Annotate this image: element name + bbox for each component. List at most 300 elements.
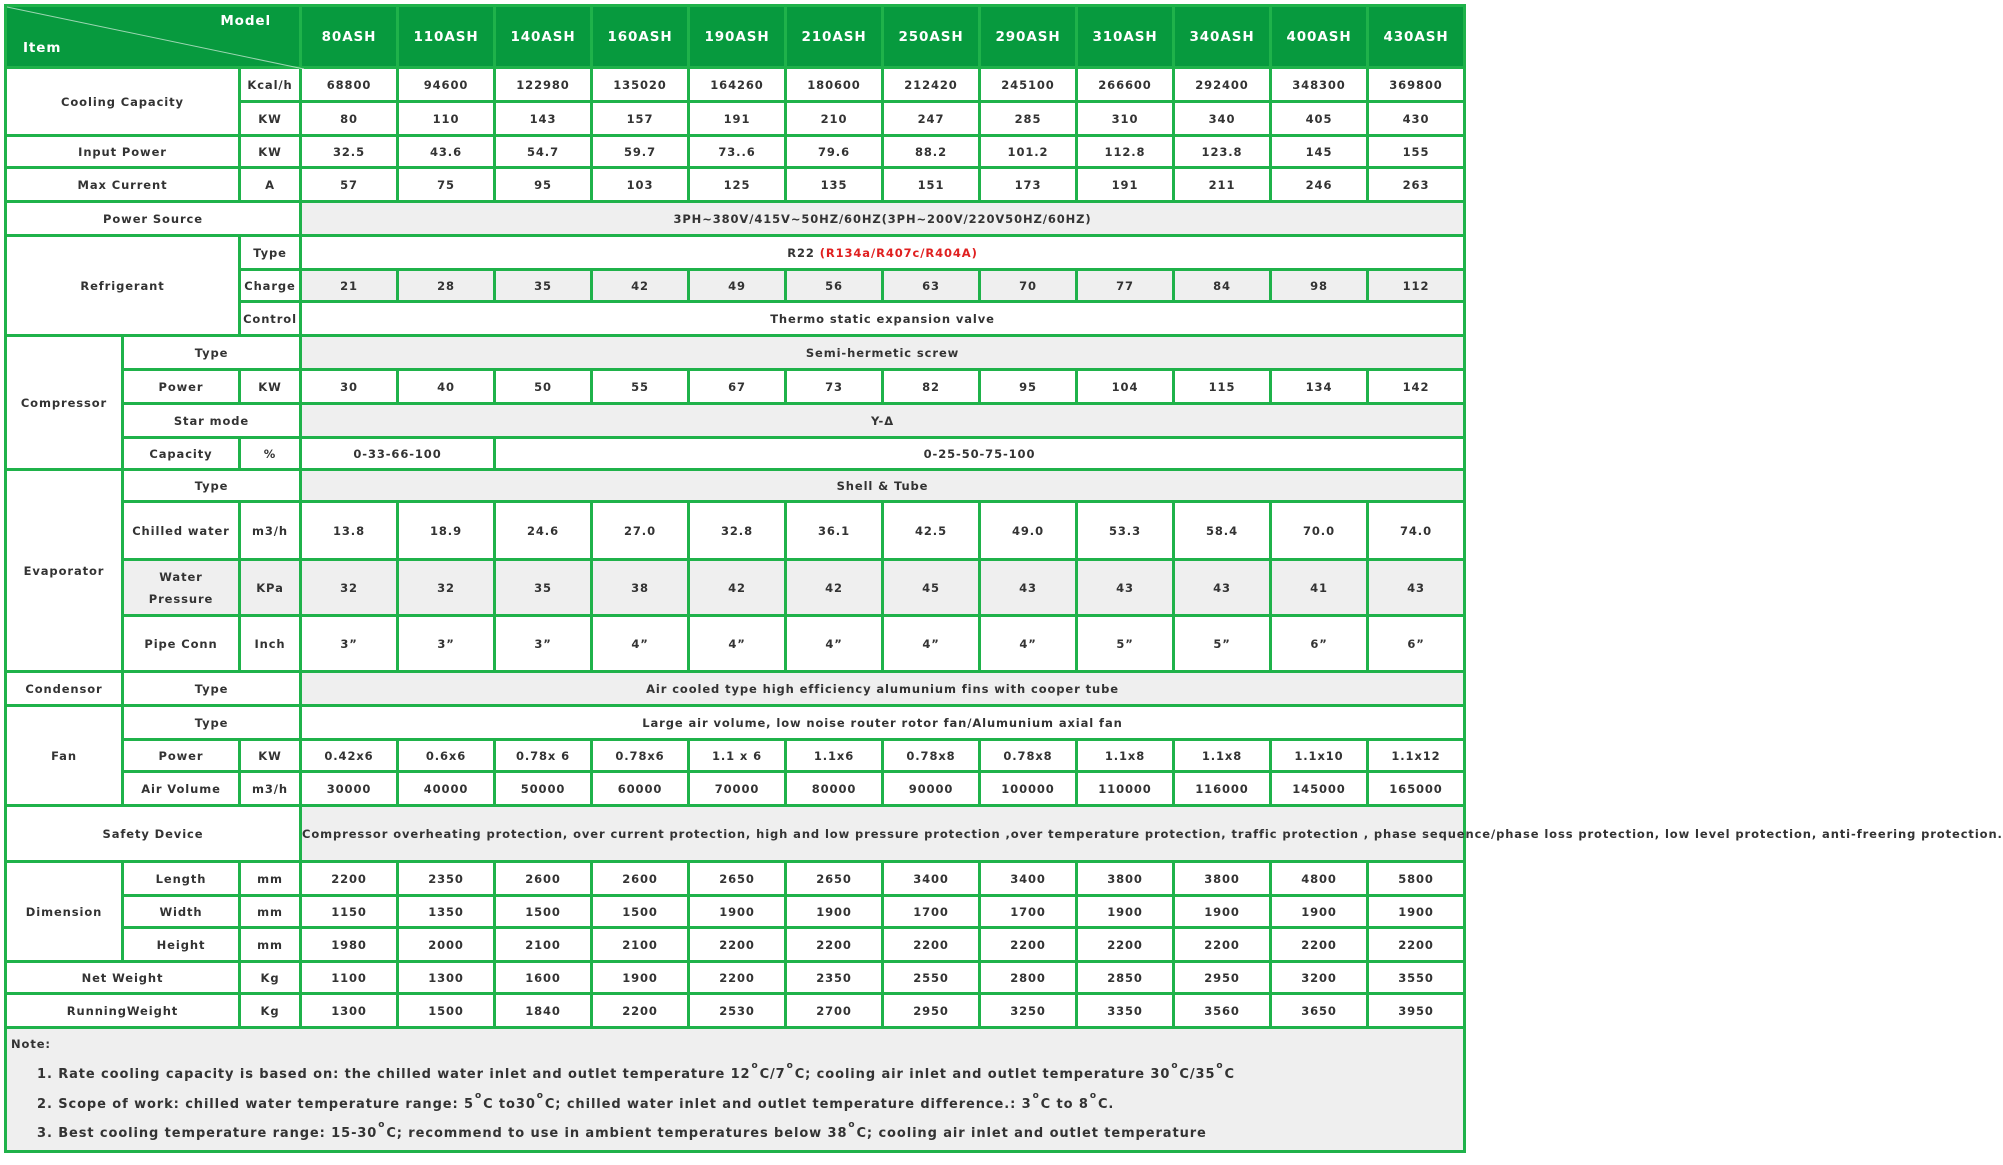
value-cell: 3800 bbox=[1077, 862, 1174, 896]
sub-label: Width bbox=[123, 896, 240, 928]
value-cell: 1500 bbox=[592, 896, 689, 928]
span-value: Thermo static expansion valve bbox=[301, 302, 1465, 336]
span-value: Y-Δ bbox=[301, 404, 1465, 438]
note-1 bbox=[37, 1061, 1235, 1082]
value-cell: 70 bbox=[980, 270, 1077, 302]
value-cell: 123.8 bbox=[1174, 136, 1271, 168]
value-cell: 70000 bbox=[689, 772, 786, 806]
unit-cell: KW bbox=[240, 136, 301, 168]
value-cell: 32.8 bbox=[689, 502, 786, 560]
model-header: 110ASH bbox=[398, 6, 495, 68]
value-cell: 310 bbox=[1077, 102, 1174, 136]
value-cell: 53.3 bbox=[1077, 502, 1174, 560]
row-chilled-water bbox=[6, 502, 1465, 560]
value-cell: 38 bbox=[592, 560, 689, 616]
value-cell: 145 bbox=[1271, 136, 1368, 168]
value-cell: 54.7 bbox=[495, 136, 592, 168]
degree-mark: o bbox=[786, 1061, 794, 1071]
value-cell: 1700 bbox=[883, 896, 980, 928]
value-cell: 100000 bbox=[980, 772, 1077, 806]
value-cell: 24.6 bbox=[495, 502, 592, 560]
value-cell: 1900 bbox=[592, 962, 689, 994]
value-cell: 40 bbox=[398, 370, 495, 404]
value-cell: 35 bbox=[495, 560, 592, 616]
value-cell: 80 bbox=[301, 102, 398, 136]
value-cell: 164260 bbox=[689, 68, 786, 102]
row-label: Cooling Capacity bbox=[6, 68, 240, 136]
value-cell: 245100 bbox=[980, 68, 1077, 102]
value-cell: 2200 bbox=[1174, 928, 1271, 962]
row-pipe-conn bbox=[6, 616, 1465, 672]
value-cell: 70.0 bbox=[1271, 502, 1368, 560]
sub-label: Type bbox=[123, 672, 301, 706]
row-cooling-kcal bbox=[6, 68, 1465, 102]
value-cell: 36.1 bbox=[786, 502, 883, 560]
value-cell: 5800 bbox=[1368, 862, 1465, 896]
span-value bbox=[301, 236, 1465, 270]
span-value: Large air volume, low noise router rotor fan/Alumunium axial fan bbox=[301, 706, 1465, 740]
value-cell: 2600 bbox=[495, 862, 592, 896]
value-cell: 2530 bbox=[689, 994, 786, 1028]
row-compressor-power bbox=[6, 370, 1465, 404]
unit-cell: Kg bbox=[240, 962, 301, 994]
row-label: Condensor bbox=[6, 672, 123, 706]
value-cell: 1.1x8 bbox=[1077, 740, 1174, 772]
value-cell: 104 bbox=[1077, 370, 1174, 404]
value-cell: 4” bbox=[592, 616, 689, 672]
value-cell: 101.2 bbox=[980, 136, 1077, 168]
value-cell: 2200 bbox=[1368, 928, 1465, 962]
value-cell: 210 bbox=[786, 102, 883, 136]
value-cell: 173 bbox=[980, 168, 1077, 202]
value-cell: 2650 bbox=[689, 862, 786, 896]
row-evaporator-type bbox=[6, 470, 1465, 502]
value-cell: 59.7 bbox=[592, 136, 689, 168]
sub-label: Type bbox=[123, 336, 301, 370]
row-running-weight bbox=[6, 994, 1465, 1028]
unit-cell: m3/h bbox=[240, 502, 301, 560]
value-cell: 0.78x 6 bbox=[495, 740, 592, 772]
value-cell: 4” bbox=[883, 616, 980, 672]
notes-cell bbox=[6, 1028, 1465, 1152]
value-cell: 1840 bbox=[495, 994, 592, 1028]
model-header: 430ASH bbox=[1368, 6, 1465, 68]
value-cell: 292400 bbox=[1174, 68, 1271, 102]
value-cell: 155 bbox=[1368, 136, 1465, 168]
row-max-current bbox=[6, 168, 1465, 202]
value-cell: 0.78x8 bbox=[883, 740, 980, 772]
value-cell: 42 bbox=[592, 270, 689, 302]
value-cell: 3800 bbox=[1174, 862, 1271, 896]
value-cell: 0.42x6 bbox=[301, 740, 398, 772]
value-cell: 211 bbox=[1174, 168, 1271, 202]
value-cell: 42.5 bbox=[883, 502, 980, 560]
note-text: C; recommend to use in ambient temperatures below 38 bbox=[386, 1126, 848, 1141]
note-text: 2. Scope of work: chilled water temperature range: 5 bbox=[37, 1097, 474, 1112]
value-cell: 247 bbox=[883, 102, 980, 136]
value-cell: 103 bbox=[592, 168, 689, 202]
value-cell: 110000 bbox=[1077, 772, 1174, 806]
sub-label: Power bbox=[123, 740, 240, 772]
value-cell: 405 bbox=[1271, 102, 1368, 136]
value-cell: 67 bbox=[689, 370, 786, 404]
note-text: C; chilled water inlet and outlet temperature difference.: 3 bbox=[544, 1097, 1032, 1112]
note-2 bbox=[37, 1091, 1115, 1112]
value-cell: 43.6 bbox=[398, 136, 495, 168]
value-cell: 75 bbox=[398, 168, 495, 202]
unit-cell: KW bbox=[240, 102, 301, 136]
sub-label: Pipe Conn bbox=[123, 616, 240, 672]
degree-mark: o bbox=[378, 1120, 386, 1130]
row-compressor-type bbox=[6, 336, 1465, 370]
value-cell: 1900 bbox=[786, 896, 883, 928]
unit-cell: mm bbox=[240, 862, 301, 896]
sub-label bbox=[123, 560, 240, 616]
row-fan-type bbox=[6, 706, 1465, 740]
value-cell: 35 bbox=[495, 270, 592, 302]
value-cell: 3350 bbox=[1077, 994, 1174, 1028]
value-cell: 1900 bbox=[1174, 896, 1271, 928]
value-cell: 32.5 bbox=[301, 136, 398, 168]
model-header: 190ASH bbox=[689, 6, 786, 68]
model-header: 250ASH bbox=[883, 6, 980, 68]
value-cell: 30 bbox=[301, 370, 398, 404]
value-cell: 369800 bbox=[1368, 68, 1465, 102]
value-cell: 2800 bbox=[980, 962, 1077, 994]
note-text: 1. Rate cooling capacity is based on: the chilled water inlet and outlet temperature 12 bbox=[37, 1067, 751, 1082]
sub-label-line: Water bbox=[159, 569, 203, 584]
value-cell: 3250 bbox=[980, 994, 1077, 1028]
model-label: Model bbox=[220, 13, 271, 29]
note-text: C/35 bbox=[1179, 1067, 1216, 1082]
span-value: 0-25-50-75-100 bbox=[495, 438, 1465, 470]
value-cell: 30000 bbox=[301, 772, 398, 806]
row-label: Evaporator bbox=[6, 470, 123, 672]
item-label: Item bbox=[23, 40, 62, 56]
row-label: Power Source bbox=[6, 202, 301, 236]
degree-mark: o bbox=[536, 1091, 544, 1101]
value-cell: 0.78x8 bbox=[980, 740, 1077, 772]
value-cell: 191 bbox=[689, 102, 786, 136]
value-cell: 60000 bbox=[592, 772, 689, 806]
row-label: Input Power bbox=[6, 136, 240, 168]
value-cell: 49.0 bbox=[980, 502, 1077, 560]
value-cell: 68800 bbox=[301, 68, 398, 102]
sub-label: Length bbox=[123, 862, 240, 896]
value-cell: 1900 bbox=[1271, 896, 1368, 928]
value-cell: 151 bbox=[883, 168, 980, 202]
row-compressor-star bbox=[6, 404, 1465, 438]
value-cell: 32 bbox=[398, 560, 495, 616]
value-cell: 79.6 bbox=[786, 136, 883, 168]
value-cell: 430 bbox=[1368, 102, 1465, 136]
value-cell: 115 bbox=[1174, 370, 1271, 404]
header-row bbox=[6, 6, 1465, 68]
value-cell: 116000 bbox=[1174, 772, 1271, 806]
value-cell: 348300 bbox=[1271, 68, 1368, 102]
row-label: Safety Device bbox=[6, 806, 301, 862]
value-cell: 98 bbox=[1271, 270, 1368, 302]
value-cell: 2200 bbox=[786, 928, 883, 962]
value-cell: 50 bbox=[495, 370, 592, 404]
row-label: Dimension bbox=[6, 862, 123, 962]
value-cell: 18.9 bbox=[398, 502, 495, 560]
value-cell: 43 bbox=[1174, 560, 1271, 616]
value-cell: 57 bbox=[301, 168, 398, 202]
value-cell: 0.78x6 bbox=[592, 740, 689, 772]
row-fan-air-volume bbox=[6, 772, 1465, 806]
value-cell: 1150 bbox=[301, 896, 398, 928]
value-cell: 135 bbox=[786, 168, 883, 202]
degree-mark: o bbox=[751, 1061, 759, 1071]
value-cell: 95 bbox=[980, 370, 1077, 404]
value-cell: 263 bbox=[1368, 168, 1465, 202]
unit-cell: KW bbox=[240, 740, 301, 772]
value-cell: 2100 bbox=[592, 928, 689, 962]
value-cell: 110 bbox=[398, 102, 495, 136]
unit-cell: A bbox=[240, 168, 301, 202]
model-header: 140ASH bbox=[495, 6, 592, 68]
note-text: C. bbox=[1097, 1097, 1115, 1112]
value-cell: 2350 bbox=[786, 962, 883, 994]
value-cell: 1.1x8 bbox=[1174, 740, 1271, 772]
value-cell: 180600 bbox=[786, 68, 883, 102]
value-cell: 142 bbox=[1368, 370, 1465, 404]
unit-cell: Inch bbox=[240, 616, 301, 672]
value-cell: 1350 bbox=[398, 896, 495, 928]
sub-label: Control bbox=[240, 302, 301, 336]
degree-mark: o bbox=[1032, 1091, 1040, 1101]
model-header: 290ASH bbox=[980, 6, 1077, 68]
note-text: C; cooling air inlet and outlet temperature bbox=[856, 1126, 1207, 1141]
value-cell: 2950 bbox=[883, 994, 980, 1028]
value-cell: 3200 bbox=[1271, 962, 1368, 994]
note-text: C; cooling air inlet and outlet temperature 30 bbox=[794, 1067, 1171, 1082]
value-cell: 122980 bbox=[495, 68, 592, 102]
value-cell: 157 bbox=[592, 102, 689, 136]
sub-label: Power bbox=[123, 370, 240, 404]
value-cell: 45 bbox=[883, 560, 980, 616]
value-cell: 143 bbox=[495, 102, 592, 136]
note-text: C/7 bbox=[759, 1067, 786, 1082]
value-cell: 1900 bbox=[1077, 896, 1174, 928]
value-cell: 3400 bbox=[980, 862, 1077, 896]
sub-label: Star mode bbox=[123, 404, 301, 438]
row-power-source bbox=[6, 202, 1465, 236]
value-cell: 191 bbox=[1077, 168, 1174, 202]
value-cell: 82 bbox=[883, 370, 980, 404]
value-cell: 2700 bbox=[786, 994, 883, 1028]
value-cell: 2200 bbox=[1077, 928, 1174, 962]
value-cell: 42 bbox=[786, 560, 883, 616]
value-cell: 2200 bbox=[689, 962, 786, 994]
value-cell: 27.0 bbox=[592, 502, 689, 560]
unit-cell: Kg bbox=[240, 994, 301, 1028]
value-cell: 134 bbox=[1271, 370, 1368, 404]
model-item-header bbox=[6, 6, 301, 68]
unit-cell: KW bbox=[240, 370, 301, 404]
value-cell: 2950 bbox=[1174, 962, 1271, 994]
value-cell: 73..6 bbox=[689, 136, 786, 168]
model-header: 210ASH bbox=[786, 6, 883, 68]
note-text: C to30 bbox=[483, 1097, 536, 1112]
row-water-pressure bbox=[6, 560, 1465, 616]
unit-cell: mm bbox=[240, 896, 301, 928]
value-cell: 28 bbox=[398, 270, 495, 302]
notes-title: Note: bbox=[11, 1037, 51, 1051]
value-cell: 77 bbox=[1077, 270, 1174, 302]
row-label: Max Current bbox=[6, 168, 240, 202]
span-value: Air cooled type high efficiency alumunium fins with cooper tube bbox=[301, 672, 1465, 706]
value-cell: 3950 bbox=[1368, 994, 1465, 1028]
value-cell: 43 bbox=[1077, 560, 1174, 616]
model-header: 160ASH bbox=[592, 6, 689, 68]
refrigerant-alt: (R134a/R407c/R404A) bbox=[819, 245, 978, 260]
value-cell: 2200 bbox=[689, 928, 786, 962]
value-cell: 112 bbox=[1368, 270, 1465, 302]
value-cell: 145000 bbox=[1271, 772, 1368, 806]
model-header: 340ASH bbox=[1174, 6, 1271, 68]
note-3 bbox=[37, 1120, 1207, 1141]
spec-table bbox=[4, 4, 2003, 1153]
value-cell: 1900 bbox=[1368, 896, 1465, 928]
value-cell: 74.0 bbox=[1368, 502, 1465, 560]
row-refrigerant-type bbox=[6, 236, 1465, 270]
value-cell: 2200 bbox=[301, 862, 398, 896]
sub-label: Charge bbox=[240, 270, 301, 302]
value-cell: 340 bbox=[1174, 102, 1271, 136]
value-cell: 3400 bbox=[883, 862, 980, 896]
value-cell: 6” bbox=[1271, 616, 1368, 672]
value-cell: 112.8 bbox=[1077, 136, 1174, 168]
value-cell: 95 bbox=[495, 168, 592, 202]
sub-label: Height bbox=[123, 928, 240, 962]
value-cell: 55 bbox=[592, 370, 689, 404]
sub-label: Type bbox=[123, 706, 301, 740]
value-cell: 3550 bbox=[1368, 962, 1465, 994]
unit-cell: Kcal/h bbox=[240, 68, 301, 102]
value-cell: 1600 bbox=[495, 962, 592, 994]
span-value: Shell & Tube bbox=[301, 470, 1465, 502]
value-cell: 80000 bbox=[786, 772, 883, 806]
value-cell: 1.1x10 bbox=[1271, 740, 1368, 772]
value-cell: 1500 bbox=[495, 896, 592, 928]
unit-cell: % bbox=[240, 438, 301, 470]
row-label: Compressor bbox=[6, 336, 123, 470]
value-cell: 2600 bbox=[592, 862, 689, 896]
value-cell: 3650 bbox=[1271, 994, 1368, 1028]
row-input-power bbox=[6, 136, 1465, 168]
value-cell: 43 bbox=[1368, 560, 1465, 616]
value-cell: 2000 bbox=[398, 928, 495, 962]
row-fan-power bbox=[6, 740, 1465, 772]
value-cell: 6” bbox=[1368, 616, 1465, 672]
unit-cell: mm bbox=[240, 928, 301, 962]
note-text: 3. Best cooling temperature range: 15-30 bbox=[37, 1126, 378, 1141]
sub-label: Air Volume bbox=[123, 772, 240, 806]
value-cell: 49 bbox=[689, 270, 786, 302]
degree-mark: o bbox=[474, 1091, 483, 1101]
value-cell: 3” bbox=[495, 616, 592, 672]
value-cell: 63 bbox=[883, 270, 980, 302]
row-label: Fan bbox=[6, 706, 123, 806]
value-cell: 165000 bbox=[1368, 772, 1465, 806]
sub-label: Capacity bbox=[123, 438, 240, 470]
degree-mark: o bbox=[848, 1120, 856, 1130]
value-cell: 4” bbox=[786, 616, 883, 672]
value-cell: 266600 bbox=[1077, 68, 1174, 102]
sub-label: Chilled water bbox=[123, 502, 240, 560]
value-cell: 3560 bbox=[1174, 994, 1271, 1028]
sub-label-line: Pressure bbox=[148, 591, 214, 606]
value-cell: 1500 bbox=[398, 994, 495, 1028]
row-net-weight bbox=[6, 962, 1465, 994]
value-cell: 58.4 bbox=[1174, 502, 1271, 560]
span-value: Compressor overheating protection, over current protection, high and low pressure protection ,over temperature protection, traffic protection , phase sequence/phase loss protection, low level protection, anti-freering protection. bbox=[301, 806, 1465, 862]
value-cell: 2200 bbox=[980, 928, 1077, 962]
value-cell: 2200 bbox=[1271, 928, 1368, 962]
sub-label: Type bbox=[123, 470, 301, 502]
value-cell: 1.1x12 bbox=[1368, 740, 1465, 772]
value-cell: 1300 bbox=[301, 994, 398, 1028]
value-cell: 2200 bbox=[883, 928, 980, 962]
value-cell: 3” bbox=[398, 616, 495, 672]
row-label: RunningWeight bbox=[6, 994, 240, 1028]
value-cell: 50000 bbox=[495, 772, 592, 806]
row-dim-height bbox=[6, 928, 1465, 962]
value-cell: 3” bbox=[301, 616, 398, 672]
row-safety-device bbox=[6, 806, 1465, 862]
refrigerant-main: R22 bbox=[787, 245, 820, 260]
unit-cell: m3/h bbox=[240, 772, 301, 806]
model-header: 80ASH bbox=[301, 6, 398, 68]
value-cell: 40000 bbox=[398, 772, 495, 806]
unit-cell: KPa bbox=[240, 560, 301, 616]
value-cell: 1980 bbox=[301, 928, 398, 962]
value-cell: 5” bbox=[1174, 616, 1271, 672]
value-cell: 2850 bbox=[1077, 962, 1174, 994]
degree-mark: o bbox=[1171, 1061, 1179, 1071]
value-cell: 2550 bbox=[883, 962, 980, 994]
value-cell: 56 bbox=[786, 270, 883, 302]
value-cell: 1900 bbox=[689, 896, 786, 928]
degree-mark: o bbox=[1216, 1061, 1224, 1071]
value-cell: 42 bbox=[689, 560, 786, 616]
value-cell: 4” bbox=[980, 616, 1077, 672]
value-cell: 21 bbox=[301, 270, 398, 302]
value-cell: 90000 bbox=[883, 772, 980, 806]
value-cell: 73 bbox=[786, 370, 883, 404]
value-cell: 1700 bbox=[980, 896, 1077, 928]
value-cell: 2350 bbox=[398, 862, 495, 896]
row-label: Refrigerant bbox=[6, 236, 240, 336]
value-cell: 135020 bbox=[592, 68, 689, 102]
value-cell: 2200 bbox=[592, 994, 689, 1028]
value-cell: 2650 bbox=[786, 862, 883, 896]
value-cell: 285 bbox=[980, 102, 1077, 136]
note-text: C bbox=[1224, 1067, 1235, 1082]
value-cell: 43 bbox=[980, 560, 1077, 616]
row-label: Net Weight bbox=[6, 962, 240, 994]
value-cell: 125 bbox=[689, 168, 786, 202]
row-dim-width bbox=[6, 896, 1465, 928]
sub-label: Type bbox=[240, 236, 301, 270]
value-cell: 5” bbox=[1077, 616, 1174, 672]
value-cell: 246 bbox=[1271, 168, 1368, 202]
span-value: 3PH~380V/415V~50HZ/60HZ(3PH~200V/220V50HZ/60HZ) bbox=[301, 202, 1465, 236]
row-compressor-capacity bbox=[6, 438, 1465, 470]
value-cell: 94600 bbox=[398, 68, 495, 102]
